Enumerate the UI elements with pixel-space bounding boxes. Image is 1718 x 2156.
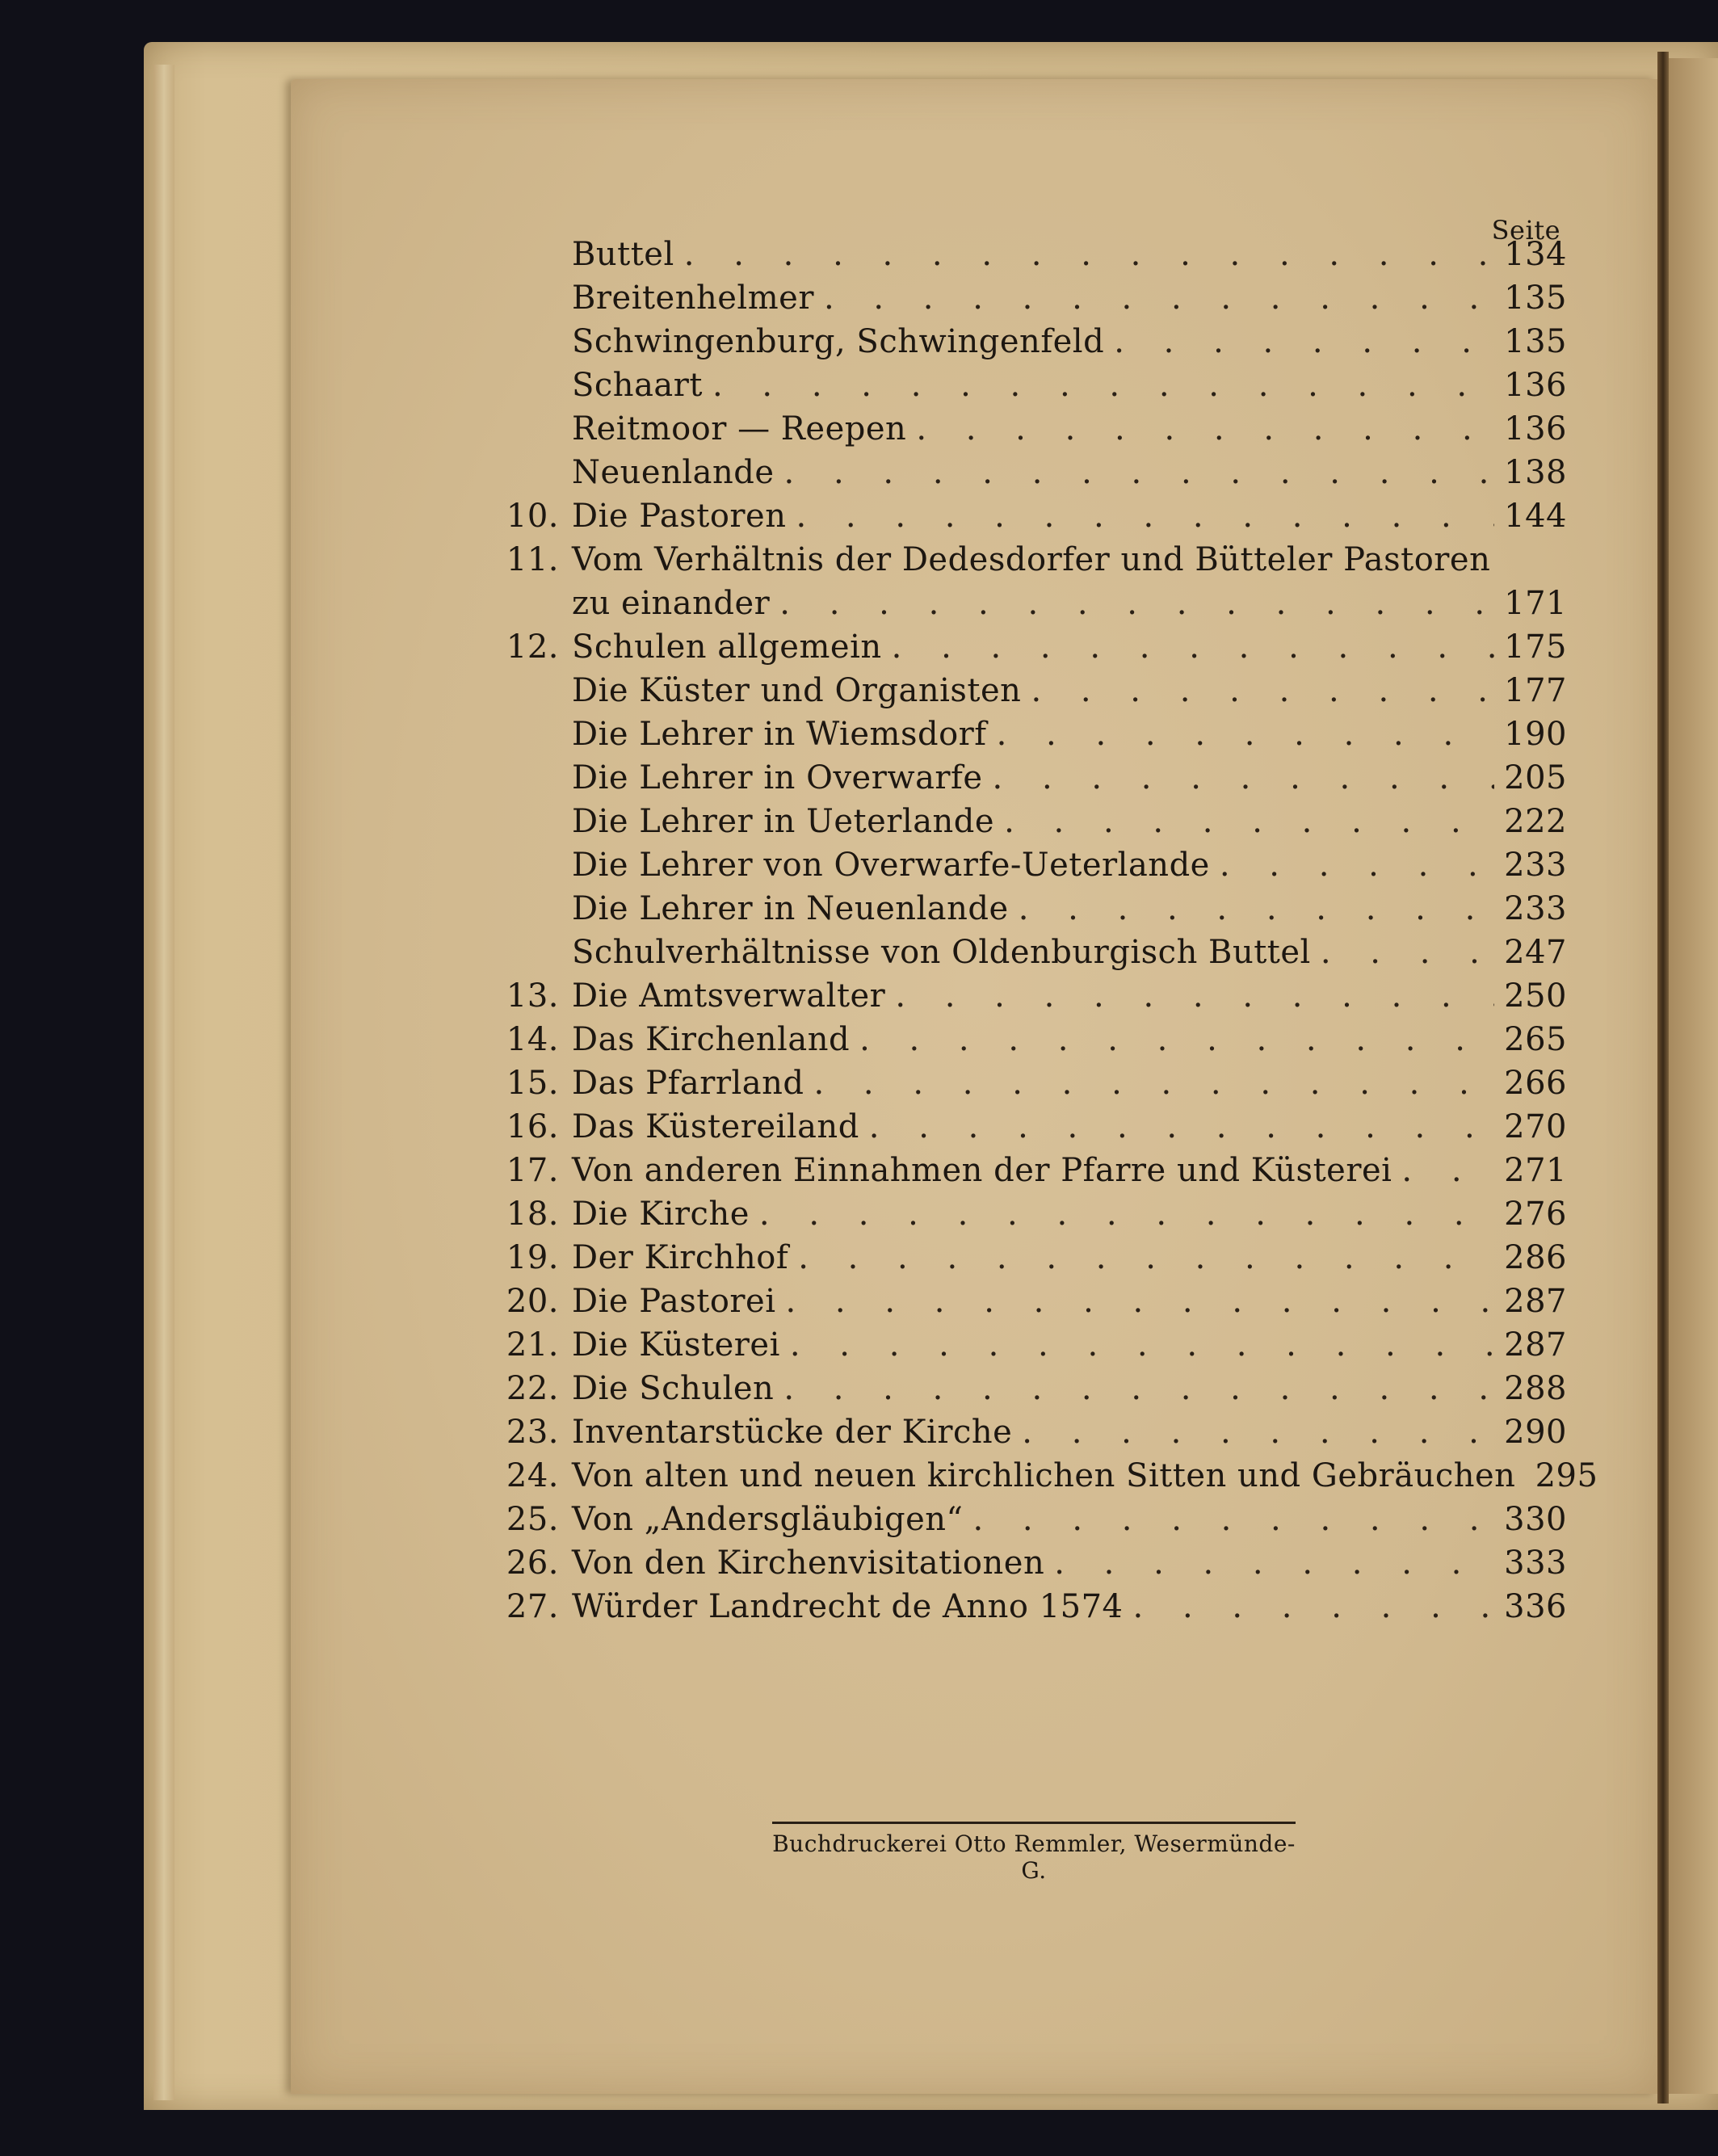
table-of-contents: [291, 79, 1657, 2094]
entry-number: 10.: [506, 498, 559, 535]
entry-title: Inventarstücke der Kirche: [572, 1414, 1013, 1451]
toc-entry: [291, 451, 1567, 494]
leader-dots: [869, 1105, 1494, 1149]
cover-edge: [153, 65, 174, 2100]
leader-dots: [824, 276, 1494, 320]
entry-page: 222: [1504, 803, 1567, 840]
entry-page: 271: [1504, 1152, 1567, 1189]
toc-entry: [291, 1367, 1567, 1410]
toc-entry: [291, 1061, 1567, 1105]
entry-page: 136: [1504, 410, 1567, 448]
entry-page: 287: [1504, 1326, 1567, 1364]
entry-number: 23.: [506, 1414, 559, 1451]
toc-entry: [291, 233, 1567, 276]
toc-entry: [291, 1585, 1567, 1629]
toc-entry: [291, 276, 1567, 320]
entry-number: 27.: [506, 1588, 559, 1625]
entry-number: 21.: [506, 1326, 559, 1364]
leader-dots: [1133, 1585, 1494, 1629]
leader-dots: [784, 451, 1494, 494]
entry-title: Die Amtsverwalter: [572, 977, 886, 1015]
entry-title: Reitmoor — Reepen: [572, 410, 907, 448]
entry-number: 20.: [506, 1283, 559, 1320]
entry-page: 205: [1504, 759, 1567, 796]
entry-title: Die Pastoren: [572, 498, 787, 535]
entry-number: 11.: [506, 541, 559, 578]
entry-number: 12.: [506, 628, 559, 666]
entry-title: Die Lehrer in Wiemsdorf: [572, 716, 987, 753]
toc-entry: [291, 1410, 1567, 1454]
entry-page: 290: [1504, 1414, 1567, 1451]
entry-number: 15.: [506, 1065, 559, 1102]
toc-entry: [291, 974, 1567, 1018]
entry-number: 13.: [506, 977, 559, 1015]
entry-page: 247: [1504, 934, 1567, 971]
leader-dots: [1019, 887, 1494, 931]
facing-page-edge: [1669, 58, 1718, 2094]
entry-title: Schulverhältnisse von Oldenburgisch Buttel: [572, 934, 1311, 971]
leader-dots: [798, 1236, 1494, 1280]
book-page: [291, 79, 1657, 2094]
leader-dots: [1004, 800, 1494, 843]
entry-page: 135: [1504, 323, 1567, 360]
entry-page: 250: [1504, 977, 1567, 1015]
entry-number: 17.: [506, 1152, 559, 1189]
toc-entry: [291, 625, 1567, 669]
toc-entry: [291, 1541, 1567, 1585]
entry-page: 175: [1504, 628, 1567, 666]
leader-dots: [859, 1018, 1494, 1061]
entry-page: 265: [1504, 1021, 1567, 1058]
footer-rule: [772, 1822, 1296, 1824]
leader-dots: [1401, 1149, 1494, 1192]
toc-entry: [291, 1454, 1598, 1498]
entry-title: Die Küster und Organisten: [572, 672, 1022, 709]
entry-title: Die Küsterei: [572, 1326, 780, 1364]
entry-page: 276: [1504, 1196, 1567, 1233]
toc-entry: [291, 1192, 1567, 1236]
entry-title: Neuenlande: [572, 454, 775, 491]
entry-page: 287: [1504, 1283, 1567, 1320]
printer-imprint: Buchdruckerei Otto Remmler, Wesermünde-G.: [772, 1830, 1296, 1884]
spine-gutter: [1657, 52, 1669, 2103]
leader-dots: [1321, 931, 1494, 974]
toc-entry: [291, 538, 1567, 625]
entry-number: 14.: [506, 1021, 559, 1058]
toc-entry: [291, 1323, 1567, 1367]
entry-title: Buttel: [572, 236, 674, 273]
toc-entry: [291, 843, 1567, 887]
leader-dots: [796, 494, 1494, 538]
entry-title: Von „Andersgläubigen“: [572, 1501, 964, 1538]
leader-dots: [993, 756, 1494, 800]
toc-entry: [291, 712, 1567, 756]
entry-page: 288: [1504, 1370, 1567, 1407]
entry-page: 135: [1504, 279, 1567, 317]
leader-dots: [1031, 669, 1494, 712]
toc-entry: [291, 756, 1567, 800]
entry-page: 136: [1504, 367, 1567, 404]
entry-title: Die Lehrer von Overwarfe-Ueterlande: [572, 847, 1210, 884]
leader-dots: [813, 1061, 1494, 1105]
toc-entry: [291, 407, 1567, 451]
leader-dots: [997, 712, 1494, 756]
leader-dots: [892, 625, 1494, 669]
entry-title: Schaart: [572, 367, 703, 404]
entry-number: 26.: [506, 1545, 559, 1582]
toc-entry: [291, 1105, 1567, 1149]
entry-title: Die Lehrer in Ueterlande: [572, 803, 995, 840]
toc-entry: [291, 887, 1567, 931]
toc-entry: [291, 1149, 1567, 1192]
entry-title: Die Pastorei: [572, 1283, 776, 1320]
leader-dots: [1114, 320, 1494, 364]
entry-title: Die Lehrer in Overwarfe: [572, 759, 983, 796]
entry-title-continued: zu einander: [572, 585, 771, 622]
entry-page: 330: [1504, 1501, 1567, 1538]
entry-title: Schulen allgemein: [572, 628, 882, 666]
entry-title: Würder Landrecht de Anno 1574: [572, 1588, 1124, 1625]
entry-number: 24.: [506, 1457, 559, 1494]
toc-entry: [291, 1280, 1567, 1323]
entry-title: Vom Verhältnis der Dedesdorfer und Bütteler Pastoren: [572, 541, 1491, 578]
entry-page: 286: [1504, 1239, 1567, 1276]
leader-dots: [1022, 1410, 1494, 1454]
page-column-header: Seite: [1491, 215, 1560, 246]
toc-entry: [291, 1018, 1567, 1061]
entry-title: Das Küstereiland: [572, 1108, 859, 1145]
entry-title: Die Schulen: [572, 1370, 775, 1407]
entry-title: Von alten und neuen kirchlichen Sitten und Gebräuchen: [572, 1457, 1516, 1494]
entry-title: Von den Kirchenvisitationen: [572, 1545, 1045, 1582]
leader-dots: [916, 407, 1494, 451]
leader-dots: [684, 233, 1494, 276]
toc-entry: [291, 494, 1567, 538]
entry-title: Das Pfarrland: [572, 1065, 804, 1102]
entry-title: Von anderen Einnahmen der Pfarre und Küsterei: [572, 1152, 1392, 1189]
toc-entry: [291, 669, 1567, 712]
entry-number: 22.: [506, 1370, 559, 1407]
entry-number: 25.: [506, 1501, 559, 1538]
entry-page: 333: [1504, 1545, 1567, 1582]
toc-entry: [291, 800, 1567, 843]
leader-dots: [785, 1280, 1494, 1323]
entry-page: 270: [1504, 1108, 1567, 1145]
leader-dots: [759, 1192, 1494, 1236]
toc-entry: [291, 320, 1567, 364]
entry-page: 266: [1504, 1065, 1567, 1102]
entry-page: 336: [1504, 1588, 1567, 1625]
leader-dots: [895, 974, 1494, 1018]
entry-page: 233: [1504, 890, 1567, 927]
entry-page: 233: [1504, 847, 1567, 884]
leader-dots: [779, 582, 1494, 625]
toc-entry: [291, 931, 1567, 974]
entry-page: 177: [1504, 672, 1567, 709]
entry-title: Der Kirchhof: [572, 1239, 789, 1276]
leader-dots: [1054, 1541, 1494, 1585]
entry-page: 144: [1504, 498, 1567, 535]
leader-dots: [783, 1367, 1494, 1410]
entry-number: 16.: [506, 1108, 559, 1145]
entry-title: Das Kirchenland: [572, 1021, 851, 1058]
toc-entry: [291, 1498, 1567, 1541]
leader-dots: [972, 1498, 1494, 1541]
leader-dots: [1220, 843, 1494, 887]
entry-page: 190: [1504, 716, 1567, 753]
leader-dots: [790, 1323, 1494, 1367]
entry-page: 171: [1504, 585, 1567, 622]
entry-title: Schwingenburg, Schwingenfeld: [572, 323, 1105, 360]
toc-entry: [291, 1236, 1567, 1280]
leader-dots: [712, 364, 1494, 407]
entry-title: Die Kirche: [572, 1196, 750, 1233]
entry-number: 19.: [506, 1239, 559, 1276]
entry-page: 134: [1504, 236, 1567, 273]
entry-page: 295: [1535, 1457, 1598, 1494]
entry-number: 18.: [506, 1196, 559, 1233]
entry-title: Die Lehrer in Neuenlande: [572, 890, 1009, 927]
entry-title: Breitenhelmer: [572, 279, 814, 317]
entry-page: 138: [1504, 454, 1567, 491]
toc-entry: [291, 364, 1567, 407]
